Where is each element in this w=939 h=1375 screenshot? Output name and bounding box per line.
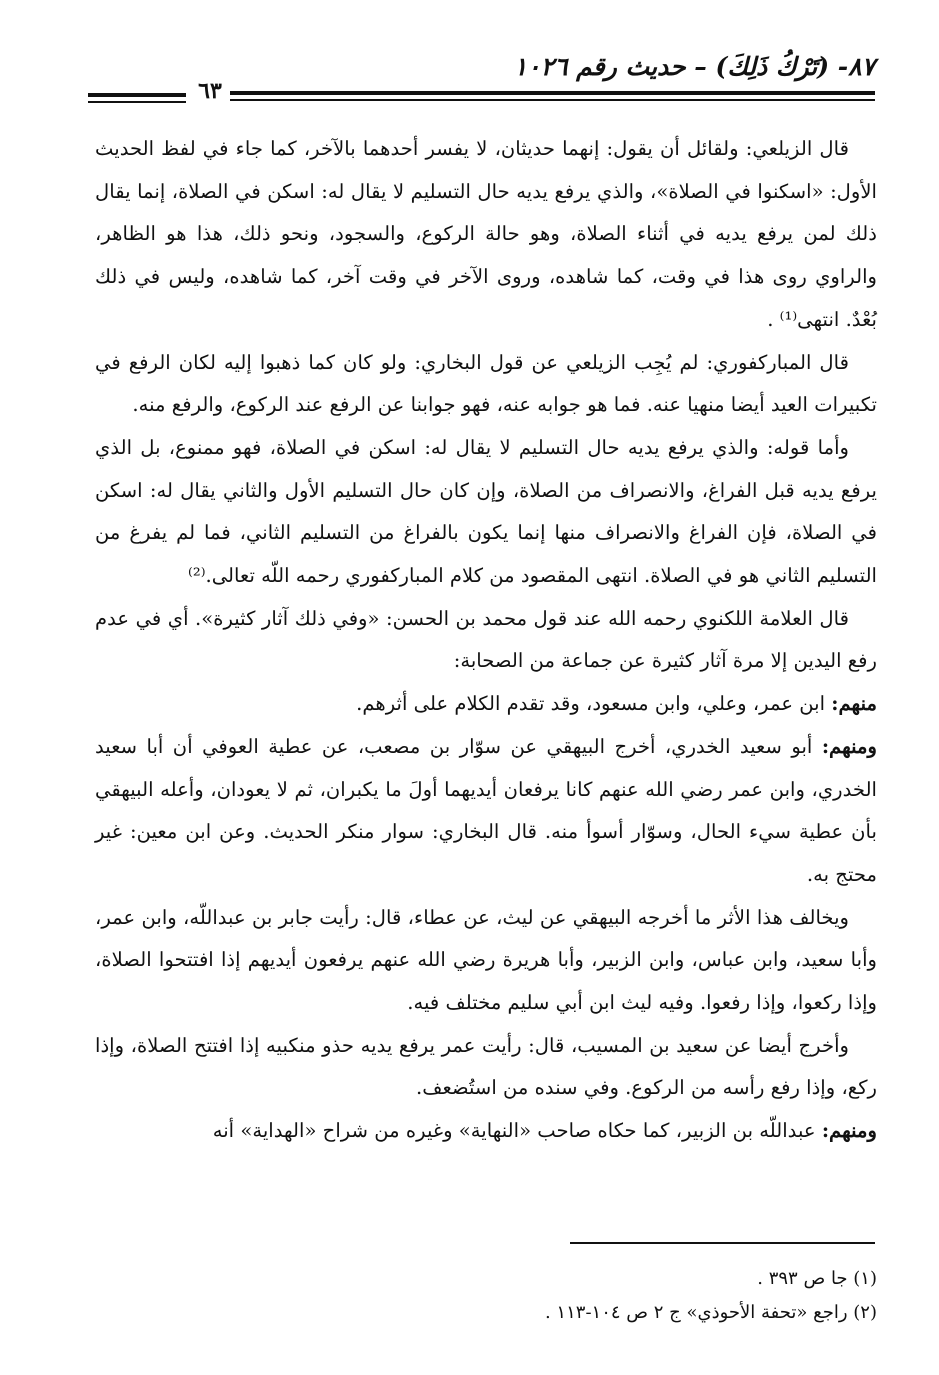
header-rule-thin: [230, 99, 875, 101]
header-rule-left-thick: [88, 93, 186, 97]
paragraph-text: أبو سعيد الخدري، أخرج البيهقي عن سوّار بن مصعب، عن عطية العوفي أن أبا سعيد الخدري، وابن عمر رضي الله عنهم كانا يرفعان أيديهما أولَ ما يكبران، ثم لا يعودان، وأعله البيهقي بأن عطية سيء الحال، وسوّار أسوأ منه. قال البخاري: سوار منكر الحديث. وعن ابن معين: غير محتج به.: [95, 734, 877, 886]
footnote-separator: [570, 1242, 875, 1244]
paragraph-text: عبداللّه بن الزبير، كما حكاه صاحب «النهاية» وغيره من شراح «الهداية» أنه: [212, 1119, 822, 1143]
paragraph: [95, 128, 877, 342]
body-text: [95, 128, 877, 1153]
paragraph: [95, 897, 877, 1025]
header-title: ٨٧- (تَرْكُ ذَلِكَ) – حديث رقم ١٠٢٦: [513, 52, 875, 81]
footnote: (١) جا ص ٣٩٣ .: [757, 1268, 877, 1289]
paragraph-lead: منهم:: [831, 692, 877, 716]
paragraph-lead: ومنهم:: [821, 734, 877, 758]
paragraph: [95, 342, 877, 427]
paragraph-text: ويخالف هذا الأثر ما أخرجه البيهقي عن ليث، عن عطاء، قال: رأيت جابر بن عبداللّه، وابن عمر، وأبا سعيد، وابن عباس، وابن الزبير، وأبا هريرة رضي الله عنهم يرفعون أيديهم إذا افتتحوا الصلاة، وإذا ركعوا، وإذا رفعوا. وفيه ليث ابن أبي سليم مختلف فيه.: [95, 905, 877, 1015]
footnotes: [95, 1262, 877, 1330]
page-number: ٦٣: [198, 78, 222, 104]
paragraph: [95, 427, 877, 598]
paragraph: [95, 726, 877, 897]
paragraph: [95, 683, 877, 726]
paragraph-lead: ومنهم:: [821, 1119, 877, 1143]
paragraph-text: قال الزيلعي: ولقائل أن يقول: إنهما حديثان، لا يفسر أحدهما بالآخر، كما جاء في لفظ الحديث الأول: «اسكنوا في الصلاة»، والذي يرفع يديه حال التسليم لا يقال له: اسكن في الصلاة، إنما يقال ذلك لمن يرفع يديه في أثناء الصلاة، وهو حالة الركوع، والسجود، ونحو ذلك، هذا هو الظاهر، والراوي روى هذا في وقت، كما شاهده، وروى الآخر في وقت آخر، كما شاهده، وليس في ذلك بُعْدٌ. انتهى⁽¹⁾ .: [95, 137, 877, 331]
header-rule-thick: [230, 91, 875, 95]
paragraph-text: قال العلامة اللكنوي رحمه الله عند قول محمد بن الحسن: «وفي ذلك آثار كثيرة». أي في عدم رفع اليدين إلا مرة آثار كثيرة عن جماعة من الصحابة:: [95, 606, 877, 673]
paragraph-text: قال المباركفوري: لم يُجِب الزيلعي عن قول البخاري: ولو كان كما ذهبوا إليه لكان الرفع في تكبيرات العيد أيضا منهيا عنه. فما هو جوابه عنه، فهو جوابنا عن الرفع عند الركوع، والرفع منه.: [95, 350, 877, 417]
paragraph: [95, 1025, 877, 1110]
footnote: (٢) راجع «تحفة الأحوذي» ج ٢ ص ١٠٤-١١٣ .: [544, 1302, 877, 1323]
paragraph-text: ابن عمر، وعلي، وابن مسعود، وقد تقدم الكلام على أثرهم.: [356, 692, 832, 716]
header-rule-left-thin: [88, 101, 186, 103]
paragraph-text: وأخرج أيضا عن سعيد بن المسيب، قال: رأيت عمر يرفع يديه حذو منكبيه إذا افتتح الصلاة، وإذا ركع، وإذا رفع رأسه من الركوع. وفي سنده من استُضعف.: [95, 1033, 877, 1100]
paragraph: [95, 1110, 877, 1153]
paragraph: [95, 598, 877, 683]
paragraph-text: وأما قوله: والذي يرفع يديه حال التسليم لا يقال له: اسكن في الصلاة، فهو ممنوع، بل الذي يرفع يديه قبل الفراغ، والانصراف من الصلاة، وإن كان حال التسليم الأول والثاني يقال له: اسكن في الصلاة، فإن الفراغ والانصراف منها إنما يكون بالفراغ من التسليم الثاني، فما لم يفرغ من التسليم الثاني هو في الصلاة. انتهى المقصود من كلام المباركفوري رحمه اللّه تعالى.⁽²⁾: [95, 435, 877, 588]
